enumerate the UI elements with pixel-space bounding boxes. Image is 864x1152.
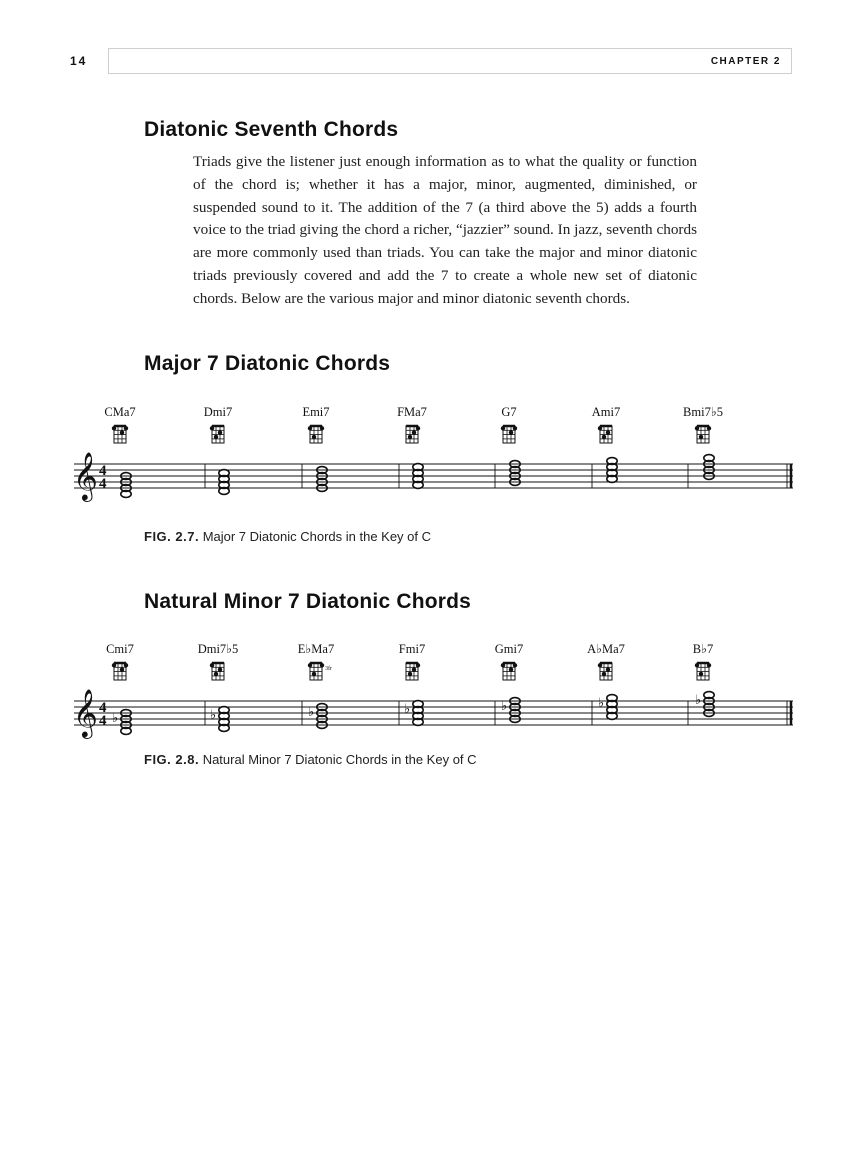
time-signature-bottom: 4 — [99, 476, 107, 492]
chord-name: G7 — [501, 405, 517, 419]
chord-diagram — [308, 426, 324, 443]
chord-name: E♭Ma7 — [297, 642, 335, 656]
note-chord — [219, 470, 229, 495]
chord-name: Bmi7♭5 — [683, 405, 723, 419]
chord-diagram — [598, 663, 612, 680]
chord-diagram — [695, 426, 711, 443]
chord-diagram — [406, 426, 420, 443]
note-chord — [219, 707, 229, 732]
chord-name: Ami7 — [591, 405, 621, 419]
chord-diagram — [112, 663, 128, 680]
chord-diagram — [598, 426, 612, 443]
chord-diagram — [112, 426, 128, 443]
minor-heading: Natural Minor 7 Diatonic Chords — [144, 590, 472, 613]
flat-accidental: ♭ — [404, 701, 411, 716]
chord-diagram — [210, 426, 224, 443]
treble-clef: 𝄞 — [73, 691, 98, 737]
minor-chords-figure — [0, 637, 864, 747]
chord-name: FMa7 — [397, 405, 427, 419]
flat-accidental: ♭ — [308, 704, 315, 719]
note-chord — [413, 464, 423, 489]
chord-name: Gmi7 — [494, 642, 524, 656]
chord-diagram — [695, 663, 711, 680]
major-caption — [144, 529, 431, 544]
chord-name: CMa7 — [104, 405, 136, 419]
note-chord — [607, 695, 617, 720]
time-signature-bottom: 4 — [99, 713, 107, 729]
major-heading: Major 7 Diatonic Chords — [144, 352, 391, 375]
flat-accidental: ♭ — [598, 695, 605, 710]
flat-accidental: ♭ — [501, 698, 508, 713]
header-box — [108, 48, 792, 74]
flat-accidental: ♭ — [695, 692, 702, 707]
fret-label: 3fr — [325, 666, 332, 672]
flat-accidental: ♭ — [210, 707, 217, 722]
chord-diagram — [210, 663, 224, 680]
chord-diagram — [308, 663, 324, 680]
major-caption-label: FIG. 2.7. — [144, 529, 200, 544]
major-caption-text: Major 7 Diatonic Chords in the Key of C — [199, 529, 432, 544]
minor-caption-label: FIG. 2.8. — [144, 752, 200, 767]
flat-accidental: ♭ — [112, 710, 119, 725]
minor-caption-text: Natural Minor 7 Diatonic Chords in the Key of C — [199, 752, 477, 767]
chord-name: A♭Ma7 — [587, 642, 625, 656]
section-title: Diatonic Seventh Chords — [144, 118, 399, 141]
chapter-label: CHAPTER 2 — [710, 56, 781, 67]
chord-diagram — [501, 663, 517, 680]
time-signature-top: 4 — [99, 463, 107, 479]
major-chords-figure — [0, 400, 864, 510]
chord-diagram — [501, 426, 517, 443]
time-signature-top: 4 — [99, 700, 107, 716]
note-chord — [607, 458, 617, 483]
treble-clef: 𝄞 — [73, 454, 98, 500]
chord-diagram — [406, 663, 420, 680]
chord-name: Emi7 — [302, 405, 330, 419]
chord-name: Cmi7 — [106, 642, 134, 656]
minor-caption — [144, 752, 477, 767]
note-chord — [413, 701, 423, 726]
chord-name: Dmi7 — [203, 405, 233, 419]
chord-name: Dmi7♭5 — [197, 642, 239, 656]
section-body: Triads give the listener just enough information as to what the quality or function of the chord is; whether it has a major, minor, augmented, diminished, or suspended sound to it. The addition of the 7 (a third above the 5) adds a fourth voice to the triad giving the chord a richer, “jazzier” sound. In jazz, seventh chords are more commonly used than triads. You can take the major and minor diatonic triads previously covered and add the 7 to create a whole new set of diatonic chords. Below are the various major and minor diatonic seventh chords. — [193, 153, 697, 307]
page-number: 14 — [70, 54, 88, 68]
chord-name: Fmi7 — [398, 642, 426, 656]
chord-name: B♭7 — [692, 642, 714, 656]
